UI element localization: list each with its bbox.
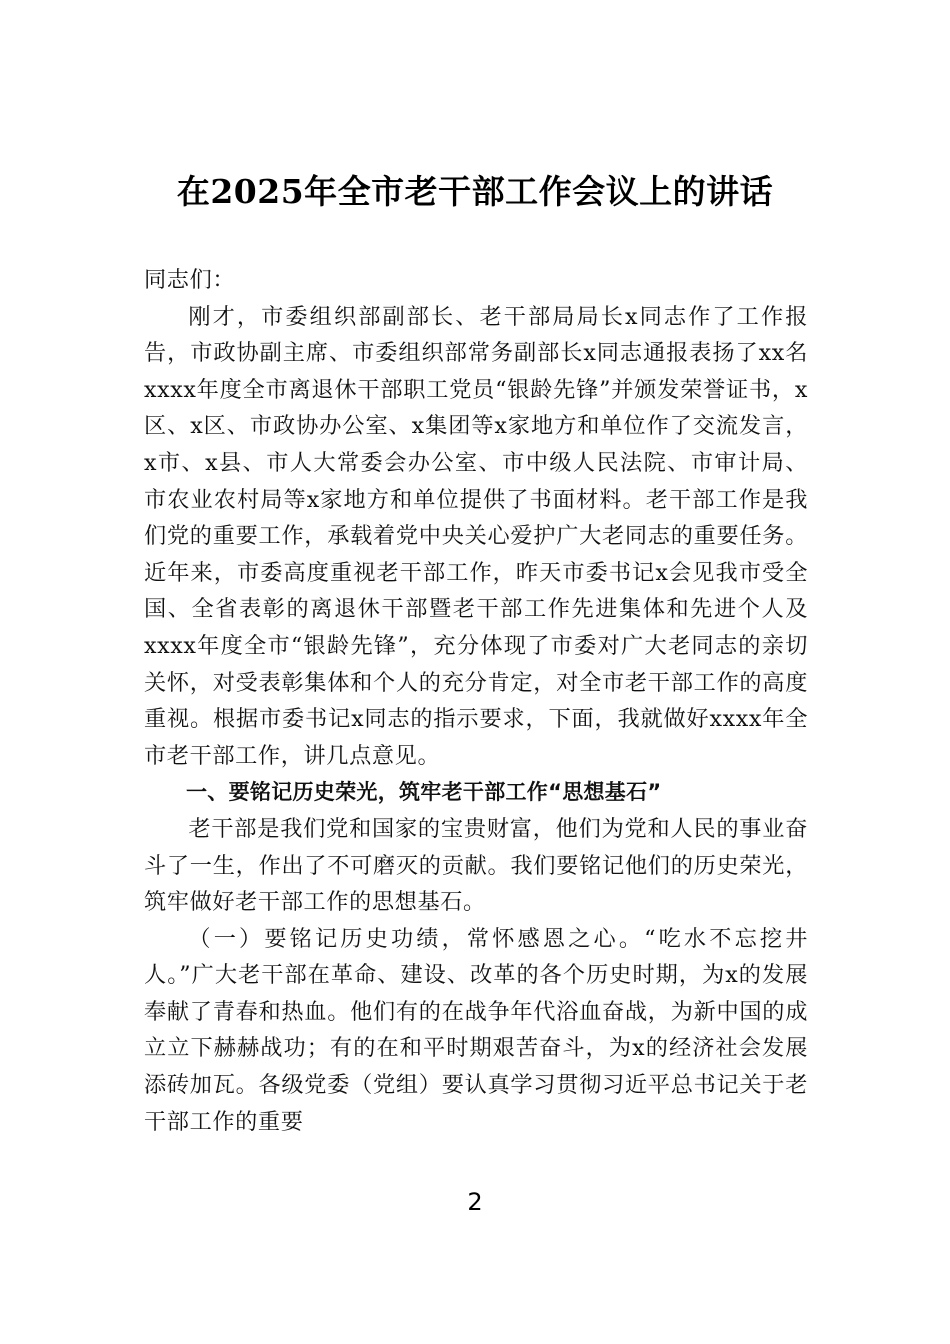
subsection-paragraph: （一）要铭记历史功绩，常怀感恩之心。“吃水不忘挖井人。”广大老干部在革命、建设、改革的各个历史时期，为x的发展奉献了青春和热血。他们有的在战争年代浴血奋战，为新中国的成立立下赫赫战功；有的在和平时期艰苦奋斗，为x的经济社会发展添砖加瓦。各级党委（党组）要认真学习贯彻习近平总书记关于老干部工作的重要 — [144, 925, 808, 1135]
document-body — [144, 262, 808, 1140]
section-paragraph: 老干部是我们党和国家的宝贵财富，他们为党和人民的事业奋斗了一生，作出了不可磨灭的贡献。我们要铭记他们的历史荣光，筑牢做好老干部工作的思想基石。 — [144, 815, 808, 916]
page-number: 2 — [467, 1188, 483, 1216]
salutation: 同志们： — [144, 267, 236, 293]
document-title: 在2025年全市老干部工作会议上的讲话 — [176, 172, 774, 211]
section-heading: 一、要铭记历史荣光，筑牢老干部工作“思想基石” — [186, 780, 662, 805]
intro-paragraph: 刚才，市委组织部副部长、老干部局局长x同志作了工作报告，市政协副主席、市委组织部常务副部长x同志通报表扬了xx名xxxx年度全市离退休干部职工党员“银龄先锋”并颁发荣誉证书，x区、x区、市政协办公室、x集团等x家地方和单位作了交流发言，x市、x县、市人大常委会办公室、市中级人民法院、市审计局、市农业农村局等x家地方和单位提供了书面材料。老干部工作是我们党的重要工作，承载着党中央关心爱护广大老同志的重要任务。近年来，市委高度重视老干部工作，昨天市委书记x会见我市受全国、全省表彰的离退休干部暨老干部工作先进集体和先进个人及xxxx年度全市“银龄先锋”，充分体现了市委对广大老同志的亲切关怀，对受表彰集体和个人的充分肯定，对全市老干部工作的高度重视。根据市委书记x同志的指示要求，下面，我就做好xxxx年全市老干部工作，讲几点意见。 — [144, 303, 808, 769]
